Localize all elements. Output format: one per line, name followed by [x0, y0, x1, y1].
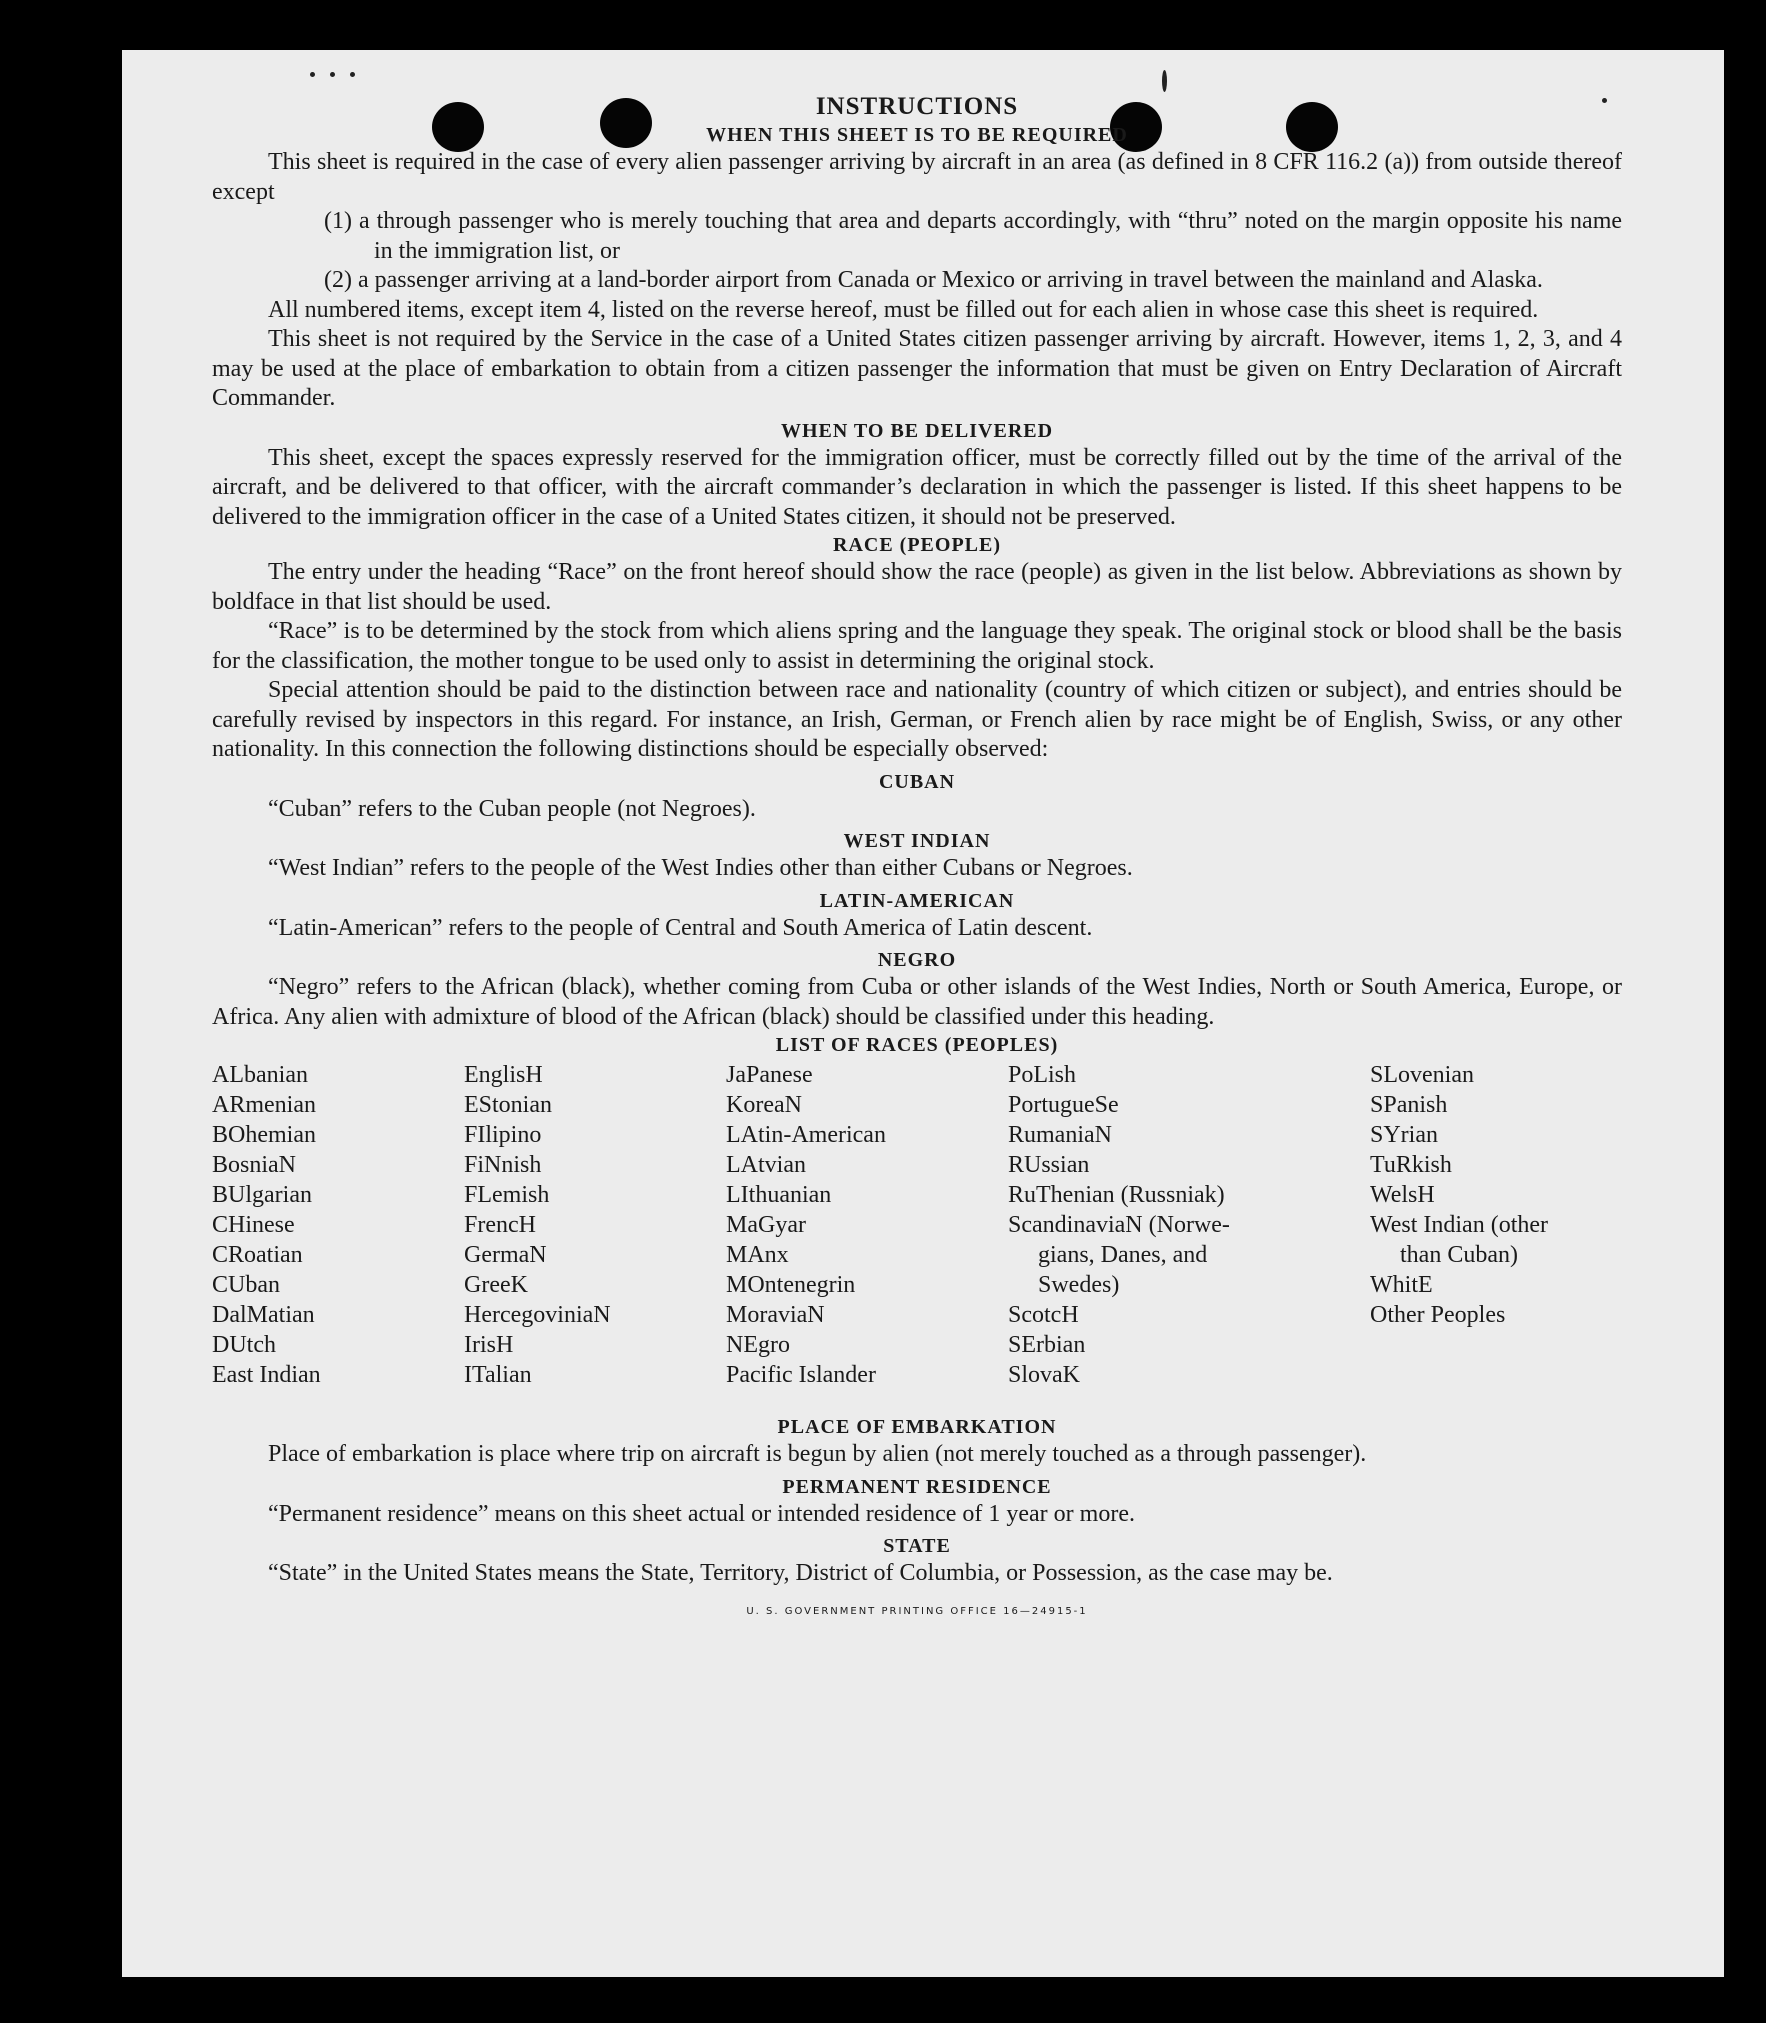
race-entry: LIthuanian	[726, 1182, 832, 1208]
race-entry: ALbanian	[212, 1062, 308, 1088]
cuban-definition: “Cuban” refers to the Cuban people (not Negroes).	[268, 795, 756, 822]
race-entry: SYrian	[1370, 1122, 1438, 1148]
item-text: a passenger arriving at a land-border airport from Canada or Mexico or arriving in travel between the mainland and Alaska.	[357, 267, 1543, 293]
race-entry: EStonian	[464, 1092, 552, 1118]
race-entry: EnglisH	[464, 1062, 543, 1088]
races-list	[212, 1060, 1622, 1410]
race-entry: FLemish	[464, 1182, 550, 1208]
race-entry: BosniaN	[212, 1152, 296, 1178]
race-entry: KoreaN	[726, 1092, 802, 1118]
item-text: a through passenger who is merely touching that area and departs accordingly, with “thru” noted on the margin opposite his name in the immigration list, or	[358, 208, 1623, 264]
delivered-paragraph: This sheet, except the spaces expressly reserved for the immigration officer, must be correctly filled out by the time of the arrival of the aircraft, and be delivered to that officer, with the aircraft commander’s declaration in which the passenger is listed. If this sheet happens to be delivered to the immigration officer in the case of a United States citizen, it should not be preserved.	[212, 444, 1622, 530]
heading-west-indian: WEST INDIAN	[843, 830, 991, 852]
race-entry: MoraviaN	[726, 1302, 825, 1328]
printer-imprint: U. S. GOVERNMENT PRINTING OFFICE 16—24915-1	[746, 1605, 1088, 1617]
race-entry: East Indian	[212, 1362, 321, 1388]
heading-when-delivered: WHEN TO BE DELIVERED	[780, 419, 1054, 442]
race-entry: BOhemian	[212, 1122, 316, 1148]
exception-item-1	[324, 207, 1622, 266]
race-entry-continued: gians, Danes, and	[1038, 1242, 1208, 1268]
race-entry: GermaN	[464, 1242, 547, 1268]
speck	[350, 72, 355, 77]
races-column-2	[464, 1060, 611, 1390]
exception-item-2	[324, 266, 1622, 296]
numbered-items-paragraph: All numbered items, except item 4, listed on the reverse hereof, must be filled out for each alien in whose case this sheet is required.	[268, 296, 1539, 323]
heading-cuban: CUBAN	[878, 770, 956, 793]
race-entry: BUlgarian	[212, 1182, 312, 1208]
speck	[310, 72, 315, 77]
race-entry: RUssian	[1008, 1152, 1090, 1178]
race-entry: ScandinaviaN (Norwe-	[1008, 1212, 1230, 1238]
race-entry: WelsH	[1370, 1182, 1435, 1208]
embarkation-paragraph: Place of embarkation is place where trip on aircraft is begun by alien (not merely touched as a through passenger).	[268, 1441, 1367, 1467]
race-entry: CRoatian	[212, 1242, 303, 1268]
race-entry: Pacific Islander	[726, 1362, 876, 1388]
race-entry: TuRkish	[1370, 1152, 1452, 1178]
latin-american-definition: “Latin-American” refers to the people of Central and South America of Latin descent.	[268, 914, 1093, 941]
heading-latin-american: LATIN-AMERICAN	[819, 889, 1015, 912]
residence-paragraph: “Permanent residence” means on this sheet actual or intended residence of 1 year or more.	[268, 1500, 1135, 1527]
race-paragraph-3: Special attention should be paid to the distinction between race and nationality (country of which citizen or subject), and entries should be carefully revised by inspectors in this regard. For instance, an Irish, German, or French alien by race might be of English, Swiss, or any other nationality. In this connection the following distinctions should be especially observed:	[212, 677, 1622, 762]
race-entry: Other Peoples	[1370, 1302, 1506, 1328]
race-entry: LAtin-American	[726, 1122, 886, 1148]
citizen-paragraph: This sheet is not required by the Service in the case of a United States citizen passenger arriving by aircraft. However, items 1, 2, 3, and 4 may be used at the place of embarkation to obtain from a citizen passenger the information that must be given on Entry Declaration of Aircraft Commander.	[212, 326, 1622, 411]
races-column-1	[212, 1060, 321, 1390]
race-entry: SErbian	[1008, 1332, 1086, 1358]
race-entry: CUban	[212, 1272, 280, 1298]
heading-list-of-races: LIST OF RACES (PEOPLES)	[775, 1034, 1059, 1056]
page-title: INSTRUCTIONS	[815, 93, 1019, 120]
race-entry: GreeK	[464, 1272, 528, 1298]
race-entry: WhitE	[1370, 1272, 1433, 1298]
races-column-5	[1370, 1060, 1548, 1330]
subtitle-when-required: WHEN THIS SHEET IS TO BE REQUIRED	[706, 124, 1128, 146]
west-indian-definition: “West Indian” refers to the people of the West Indies other than either Cubans or Negroes.	[268, 855, 1133, 881]
speck	[1162, 70, 1167, 92]
race-entry: DUtch	[212, 1332, 276, 1358]
race-entry: ARmenian	[212, 1092, 316, 1118]
negro-definition: “Negro” refers to the African (black), whether coming from Cuba or other islands of the West Indies, North or South America, Europe, or Africa. Any alien with admixture of blood of the African (black) should be classified under this heading.	[212, 974, 1622, 1030]
race-entry: FiNnish	[464, 1152, 542, 1178]
race-entry: FrencH	[464, 1212, 536, 1238]
race-entry: SlovaK	[1008, 1362, 1080, 1388]
race-entry: SPanish	[1370, 1092, 1448, 1118]
required-intro: This sheet is required in the case of every alien passenger arriving by aircraft in an area (as defined in 8 CFR 116.2 (a)) from outside thereof except	[212, 149, 1622, 205]
race-entry: DalMatian	[212, 1302, 315, 1328]
race-entry: RumaniaN	[1008, 1122, 1112, 1148]
race-entry: NEgro	[726, 1332, 790, 1358]
races-column-3	[726, 1060, 886, 1390]
race-entry: JaPanese	[726, 1062, 813, 1088]
instructions-content	[212, 92, 1622, 1626]
race-entry: FIlipino	[464, 1122, 542, 1148]
race-entry: SLovenian	[1370, 1062, 1474, 1088]
race-entry: ScotcH	[1008, 1302, 1079, 1328]
race-entry-continued: Swedes)	[1038, 1272, 1120, 1298]
heading-race: RACE (PEOPLE)	[833, 534, 1001, 556]
race-entry: PoLish	[1008, 1062, 1077, 1088]
race-entry: West Indian (other	[1370, 1212, 1549, 1238]
race-entry: HercegoviniaN	[464, 1302, 611, 1328]
race-entry: LAtvian	[726, 1152, 806, 1178]
race-entry: MOntenegrin	[726, 1272, 856, 1298]
state-paragraph: “State” in the United States means the State, Territory, District of Columbia, or Possession, as the case may be.	[268, 1560, 1333, 1586]
race-entry-continued: than Cuban)	[1400, 1242, 1518, 1268]
race-entry: MAnx	[726, 1242, 789, 1268]
speck	[330, 72, 335, 77]
race-entry: CHinese	[212, 1212, 295, 1238]
race-entry: PortugueSe	[1008, 1092, 1119, 1118]
race-entry: MaGyar	[726, 1212, 806, 1238]
heading-state: STATE	[883, 1535, 951, 1557]
race-paragraph-1: The entry under the heading “Race” on the front hereof should show the race (people) as given in the list below. Abbreviations as shown by boldface in that list should be used.	[212, 559, 1622, 615]
race-paragraph-2: “Race” is to be determined by the stock from which aliens spring and the language they speak. The original stock or blood shall be the basis for the classification, the mother tongue to be used only to assist in determining the original stock.	[212, 618, 1622, 674]
item-number: (1)	[324, 208, 352, 234]
heading-embarkation: PLACE OF EMBARKATION	[777, 1416, 1057, 1438]
race-entry: RuThenian (Russniak)	[1008, 1182, 1225, 1208]
race-entry: ITalian	[464, 1362, 532, 1388]
races-column-4	[1008, 1060, 1230, 1390]
item-number: (2)	[324, 267, 352, 293]
heading-permanent-residence: PERMANENT RESIDENCE	[782, 1475, 1052, 1498]
document-sheet	[122, 50, 1724, 1977]
heading-negro: NEGRO	[877, 949, 957, 971]
race-entry: IrisH	[464, 1332, 514, 1358]
